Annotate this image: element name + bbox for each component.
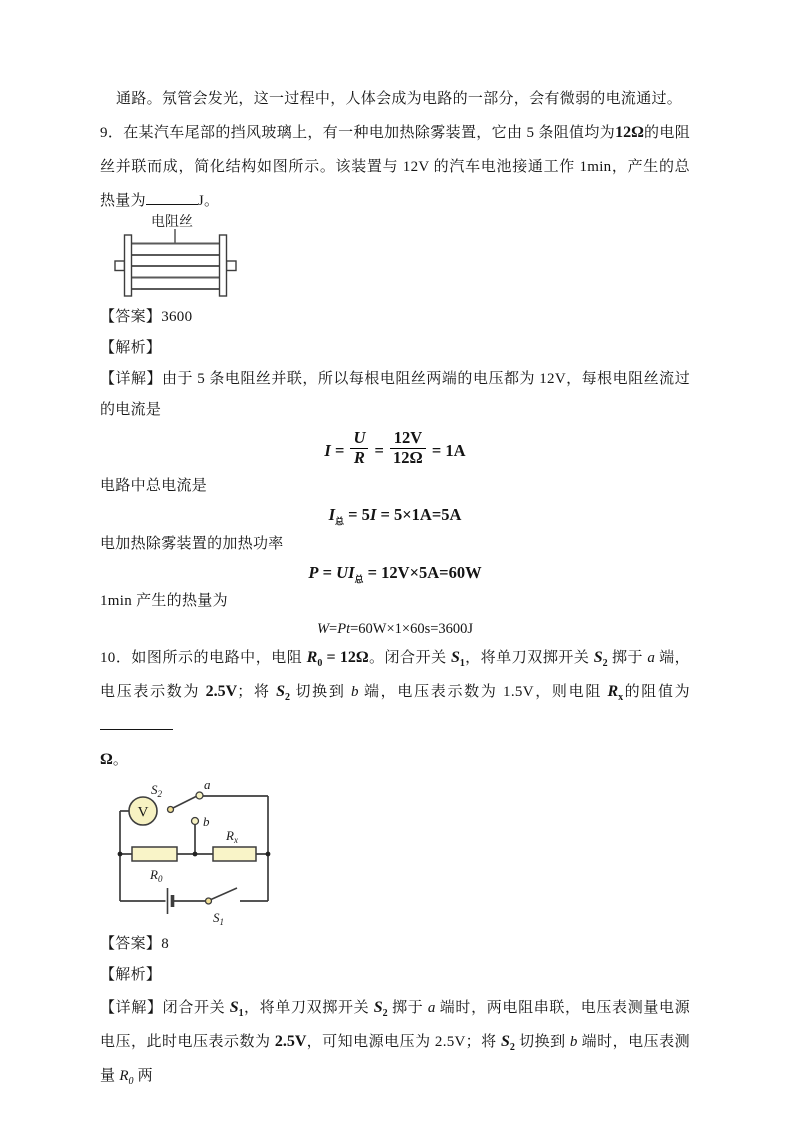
math-var: W bbox=[316, 621, 330, 638]
text-run: ，将单刀双掷开关 bbox=[464, 650, 594, 667]
math-var: I bbox=[324, 440, 331, 460]
formula-heat bbox=[100, 620, 690, 638]
detail-label: 【详解】 bbox=[100, 371, 163, 387]
text-run: 由于 5 条电阻丝并联，所以每根电阻丝两端的电压都为 12V，每根电阻丝流过的电流是 bbox=[100, 371, 690, 418]
math-var: Pt bbox=[337, 621, 351, 638]
text-run: 掷于 bbox=[607, 650, 648, 667]
math-var: S bbox=[229, 999, 239, 1017]
fraction bbox=[390, 429, 426, 468]
text-run: 9．在某汽车尾部的挡风玻璃上，有一种电加热除雾装置，它由 5 条阻值均为 bbox=[100, 125, 616, 141]
q9-total-current-text bbox=[100, 471, 690, 502]
left-bus-bar bbox=[125, 235, 132, 296]
switch-s1-lever bbox=[211, 888, 237, 900]
switch-s2-label: $S_2$ bbox=[151, 782, 162, 800]
math-var: S bbox=[373, 999, 383, 1017]
math-S2 bbox=[276, 683, 290, 704]
math-op: = bbox=[329, 621, 338, 638]
math-numerator: U bbox=[350, 429, 368, 449]
q9-heat-text bbox=[100, 586, 690, 617]
text-run: 10．如图所示的电路中，电阻 bbox=[100, 650, 307, 667]
q9-stem bbox=[100, 116, 690, 218]
math-var: S bbox=[276, 683, 285, 701]
q9-detail bbox=[100, 364, 690, 426]
math-var-a: a bbox=[647, 650, 655, 667]
math-Rx bbox=[607, 683, 624, 704]
math-denominator: 12Ω bbox=[393, 447, 423, 467]
math-result: = 12V×5A=60W bbox=[363, 562, 482, 582]
switch-s2-pivot bbox=[168, 807, 174, 813]
detail-label: 【详解】 bbox=[100, 1000, 163, 1017]
q9-answer bbox=[100, 302, 690, 333]
q9-analysis-label bbox=[100, 333, 690, 364]
text-run: 端时，电压表测量 bbox=[100, 1034, 690, 1085]
math-numerator: 12V bbox=[390, 429, 426, 449]
answer-blank-q9 bbox=[146, 189, 198, 205]
fraction bbox=[350, 429, 368, 468]
q9-power-text bbox=[100, 529, 690, 560]
junction-dot bbox=[266, 852, 271, 857]
circuit-figure bbox=[106, 779, 296, 929]
math-omega: Ω bbox=[100, 751, 113, 769]
contact-a-label: a bbox=[204, 779, 211, 793]
text-run: ，可知电源电压为 2.5V；将 bbox=[306, 1034, 501, 1051]
math-var: P bbox=[308, 562, 319, 582]
math-subscript: 总 bbox=[354, 573, 364, 584]
switch-s2-lever bbox=[173, 797, 196, 809]
q10-detail bbox=[100, 991, 690, 1093]
math-subscript: 2 bbox=[285, 692, 290, 704]
answer-value: 8 bbox=[161, 936, 170, 953]
left-terminal-tab bbox=[115, 261, 125, 271]
math-op: = 12Ω bbox=[322, 649, 369, 667]
text-run: 。 bbox=[112, 752, 129, 769]
math-subscript: 2 bbox=[382, 1008, 388, 1020]
analysis-label: 【解析】 bbox=[100, 340, 162, 356]
resistor-wire-label: 电阻丝 bbox=[151, 215, 193, 230]
math-subscript: 总 bbox=[335, 516, 345, 527]
math-var: S bbox=[500, 1033, 510, 1051]
contact-b-label: b bbox=[203, 814, 210, 830]
math-var: I bbox=[369, 504, 377, 524]
math-2-5V: 2.5V bbox=[274, 1033, 307, 1051]
math-op: = bbox=[330, 440, 349, 460]
text-run: 闭合开关 bbox=[162, 1000, 230, 1017]
q10-analysis-label bbox=[100, 960, 690, 991]
math-denominator: R bbox=[353, 447, 365, 467]
text-run: 端，电压表示数为 1.5V，则电阻 bbox=[358, 684, 608, 701]
math-result: = 1A bbox=[427, 440, 466, 460]
answer-value: 3600 bbox=[161, 309, 193, 325]
right-bus-bar bbox=[220, 235, 227, 296]
text-run: 1min 产生的热量为 bbox=[100, 593, 228, 610]
math-var: I bbox=[328, 504, 336, 524]
math-op: = bbox=[318, 562, 337, 582]
intro-paragraph bbox=[100, 82, 690, 116]
analysis-label: 【解析】 bbox=[100, 967, 162, 984]
math-var: UI bbox=[336, 562, 355, 582]
math-var-b: b bbox=[351, 684, 359, 701]
formula-total-current bbox=[100, 505, 690, 526]
math-subscript: 1 bbox=[459, 658, 465, 670]
math-var: R bbox=[607, 683, 619, 701]
junction-dot bbox=[118, 852, 123, 857]
text-run: 端时，两电阻串联，电压表测量电源电压，此时电压表示数为 bbox=[100, 1000, 691, 1051]
math-op: = bbox=[370, 440, 389, 460]
math-var-a: a bbox=[427, 1000, 436, 1017]
math-var-R0: $R_0$ bbox=[119, 1068, 134, 1088]
text-run: 的电阻丝并联而成，简化结构如图所示。该装置与 12V 的汽车电池接通工作 1min，产生的总热量为 bbox=[100, 125, 690, 209]
text-run: ，将单刀双掷开关 bbox=[243, 1000, 374, 1017]
text-run: 掷于 bbox=[387, 1000, 428, 1017]
math-var: R bbox=[306, 649, 318, 667]
math-S2 bbox=[593, 649, 608, 670]
resistor-r0-label: $R_0$ bbox=[150, 867, 163, 885]
resistor-grid-figure bbox=[108, 210, 268, 302]
math-subscript: 2 bbox=[602, 658, 608, 670]
switch-s1-pivot bbox=[206, 898, 212, 904]
text-run: J。 bbox=[197, 193, 220, 209]
contact-a bbox=[196, 792, 203, 799]
math-S2 bbox=[373, 999, 388, 1020]
math-var-b: b bbox=[569, 1034, 578, 1051]
resistor-rx-label: $R_x$ bbox=[226, 828, 238, 846]
answer-blank-q10 bbox=[100, 714, 173, 730]
voltmeter-label: V bbox=[137, 804, 149, 821]
math-op: = 5 bbox=[344, 504, 370, 524]
math-var: S bbox=[450, 649, 460, 667]
text-run: 端，电压表示数为 bbox=[100, 650, 690, 701]
answer-label: 【答案】 bbox=[100, 936, 162, 953]
text-run: 切换到 bbox=[290, 684, 352, 701]
math-subscript: 0 bbox=[317, 658, 323, 670]
math-S1 bbox=[229, 999, 244, 1020]
math-subscript: 2 bbox=[509, 1042, 515, 1054]
text-run: 两 bbox=[133, 1068, 153, 1085]
math-S2 bbox=[500, 1033, 515, 1054]
text-run: 的阻值为 bbox=[623, 684, 690, 701]
contact-b bbox=[192, 818, 199, 825]
resistor-rx bbox=[213, 847, 256, 861]
math-result: =60W×1×60s=3600J bbox=[350, 621, 474, 638]
q10-answer bbox=[100, 929, 690, 960]
math-var: S bbox=[593, 649, 603, 667]
text-run: 电路中总电流是 bbox=[100, 477, 208, 494]
resistor-r0 bbox=[132, 847, 177, 861]
math-12ohm: 12Ω bbox=[615, 124, 644, 141]
text-run: ；将 bbox=[237, 684, 277, 701]
right-terminal-tab bbox=[227, 261, 237, 271]
math-subscript: 1 bbox=[238, 1008, 244, 1020]
text-run: 切换到 bbox=[514, 1034, 570, 1051]
formula-branch-current bbox=[100, 429, 690, 468]
q10-stem bbox=[100, 641, 690, 777]
text-run: 。闭合开关 bbox=[368, 650, 451, 667]
formula-power bbox=[100, 563, 690, 584]
math-S1 bbox=[450, 649, 465, 670]
text-run: 通路。氖管会发光，这一过程中，人体会成为电路的一部分，会有微弱的电流通过。 bbox=[116, 91, 683, 107]
math-subscript: x bbox=[618, 692, 624, 704]
switch-s1-label: $S_1$ bbox=[213, 910, 224, 928]
math-subscript: 0 bbox=[128, 1076, 134, 1088]
math-R0-eq bbox=[306, 649, 369, 670]
junction-dot bbox=[193, 852, 198, 857]
text-run: 电加热除雾装置的加热功率 bbox=[100, 535, 284, 552]
answer-label: 【答案】 bbox=[100, 309, 162, 325]
math-2-5V: 2.5V bbox=[205, 683, 238, 701]
math-result: = 5×1A=5A bbox=[376, 504, 462, 524]
